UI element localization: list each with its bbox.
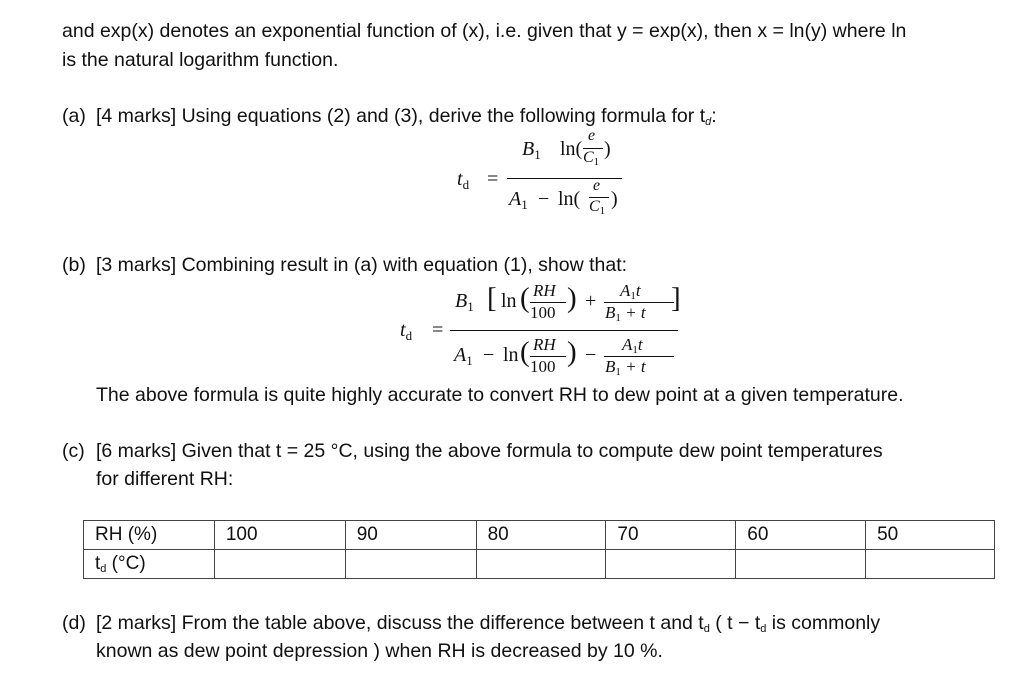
intro-line-1: and exp(x) denotes an exponential function of (x), i.e. given that y = exp(x), then x = ln(y) where ln bbox=[62, 20, 907, 42]
table-row-td bbox=[84, 550, 995, 579]
formula-b-num-rbracket: ] bbox=[671, 282, 681, 314]
table-header-td: td (°C) bbox=[84, 550, 215, 579]
part-d-label: (d) bbox=[62, 612, 86, 634]
formula-b-num-100: 100 bbox=[530, 303, 556, 322]
part-a-label: (a) bbox=[62, 105, 86, 127]
formula-b-den-100: 100 bbox=[530, 357, 556, 376]
formula-b-den-rpar: ) bbox=[567, 336, 577, 368]
part-b-label: (b) bbox=[62, 254, 86, 276]
intro-line-2: is the natural logarithm function. bbox=[62, 49, 339, 71]
part-d-line-1: [2 marks] From the table above, discuss the difference between t and td ( t − td is commonly bbox=[96, 612, 881, 635]
table-cell-td[interactable] bbox=[866, 550, 995, 579]
table-header-rh: RH (%) bbox=[84, 521, 215, 550]
formula-b-num-ln: ln bbox=[501, 290, 517, 312]
table-cell-rh: 50 bbox=[866, 521, 995, 550]
formula-b-num-plus: + bbox=[585, 290, 597, 312]
formula-b-fraction-bar bbox=[450, 330, 678, 331]
table-cell-rh: 60 bbox=[736, 521, 866, 550]
table-cell-rh: 100 bbox=[214, 521, 345, 550]
formula-b-num-b1t: B1 + t bbox=[605, 303, 646, 324]
table-cell-td[interactable] bbox=[214, 550, 345, 579]
table-cell-td[interactable] bbox=[606, 550, 736, 579]
formula-a-fraction-bar bbox=[507, 178, 622, 179]
formula-b-den-rh: RH bbox=[533, 335, 556, 354]
formula-b-num-a1t: A1t bbox=[620, 281, 641, 302]
formula-a-numerator-ln: ln( bbox=[560, 138, 583, 160]
part-a-text: [4 marks] Using equations (2) and (3), derive the following formula for td: bbox=[96, 105, 717, 128]
table-cell-rh: 80 bbox=[476, 521, 606, 550]
part-c-line-1: [6 marks] Given that t = 25 °C, using the above formula to compute dew point temperatures bbox=[96, 440, 883, 462]
formula-b-den-a1: $A_1$ bbox=[454, 344, 473, 368]
dew-point-table bbox=[83, 520, 995, 579]
table-row-rh bbox=[84, 521, 995, 550]
formula-b-equals: = bbox=[432, 319, 444, 341]
table-cell-rh: 70 bbox=[606, 521, 736, 550]
formula-b-den-lpar: ( bbox=[520, 336, 530, 368]
table-cell-rh: 90 bbox=[345, 521, 476, 550]
formula-b-lhs: $t_d$ bbox=[400, 319, 413, 343]
formula-b-den-minus: − bbox=[483, 344, 495, 366]
formula-b-num-rpar: ) bbox=[567, 282, 577, 314]
formula-b-den-b1t: B1 + t bbox=[605, 357, 646, 378]
formula-a-num-close: ) bbox=[604, 138, 611, 160]
part-c-line-2: for different RH: bbox=[96, 468, 234, 490]
table-cell-td[interactable] bbox=[345, 550, 476, 579]
formula-a-lhs: $t_d$ bbox=[457, 168, 470, 192]
formula-a-equals: = bbox=[487, 168, 499, 190]
part-d-line-2: known as dew point depression ) when RH is decreased by 10 %. bbox=[96, 640, 663, 662]
formula-a-numerator-b1: $B_1$ bbox=[522, 138, 541, 162]
formula-b-num-b1: $B_1$ bbox=[455, 290, 474, 314]
formula-a-den-close: ) bbox=[611, 188, 618, 210]
formula-b-num-rh: RH bbox=[533, 281, 556, 300]
part-b-note: The above formula is quite highly accurate to convert RH to dew point at a given temperature. bbox=[96, 384, 904, 406]
formula-b-den-ln: ln bbox=[503, 344, 519, 366]
formula-b-num-lbracket: [ bbox=[487, 282, 497, 314]
table-cell-td[interactable] bbox=[476, 550, 606, 579]
formula-b-den-a1t: A1t bbox=[622, 335, 643, 356]
formula-a-den-ln: ln( bbox=[558, 188, 581, 210]
formula-a-num-e: e bbox=[588, 127, 596, 144]
formula-b-num-lpar: ( bbox=[520, 282, 530, 314]
part-c-label: (c) bbox=[62, 440, 85, 462]
formula-a-den-c1: C1 bbox=[589, 198, 606, 217]
part-b-text: [3 marks] Combining result in (a) with equation (1), show that: bbox=[96, 254, 628, 276]
table-cell-td[interactable] bbox=[736, 550, 866, 579]
formula-a-denominator-a1: $A_1$ bbox=[509, 188, 528, 212]
formula-a-den-minus: − bbox=[538, 188, 550, 210]
formula-a-num-c1: C1 bbox=[583, 149, 600, 168]
formula-b-den-minus2: − bbox=[585, 344, 597, 366]
formula-a-den-e: e bbox=[593, 177, 601, 194]
